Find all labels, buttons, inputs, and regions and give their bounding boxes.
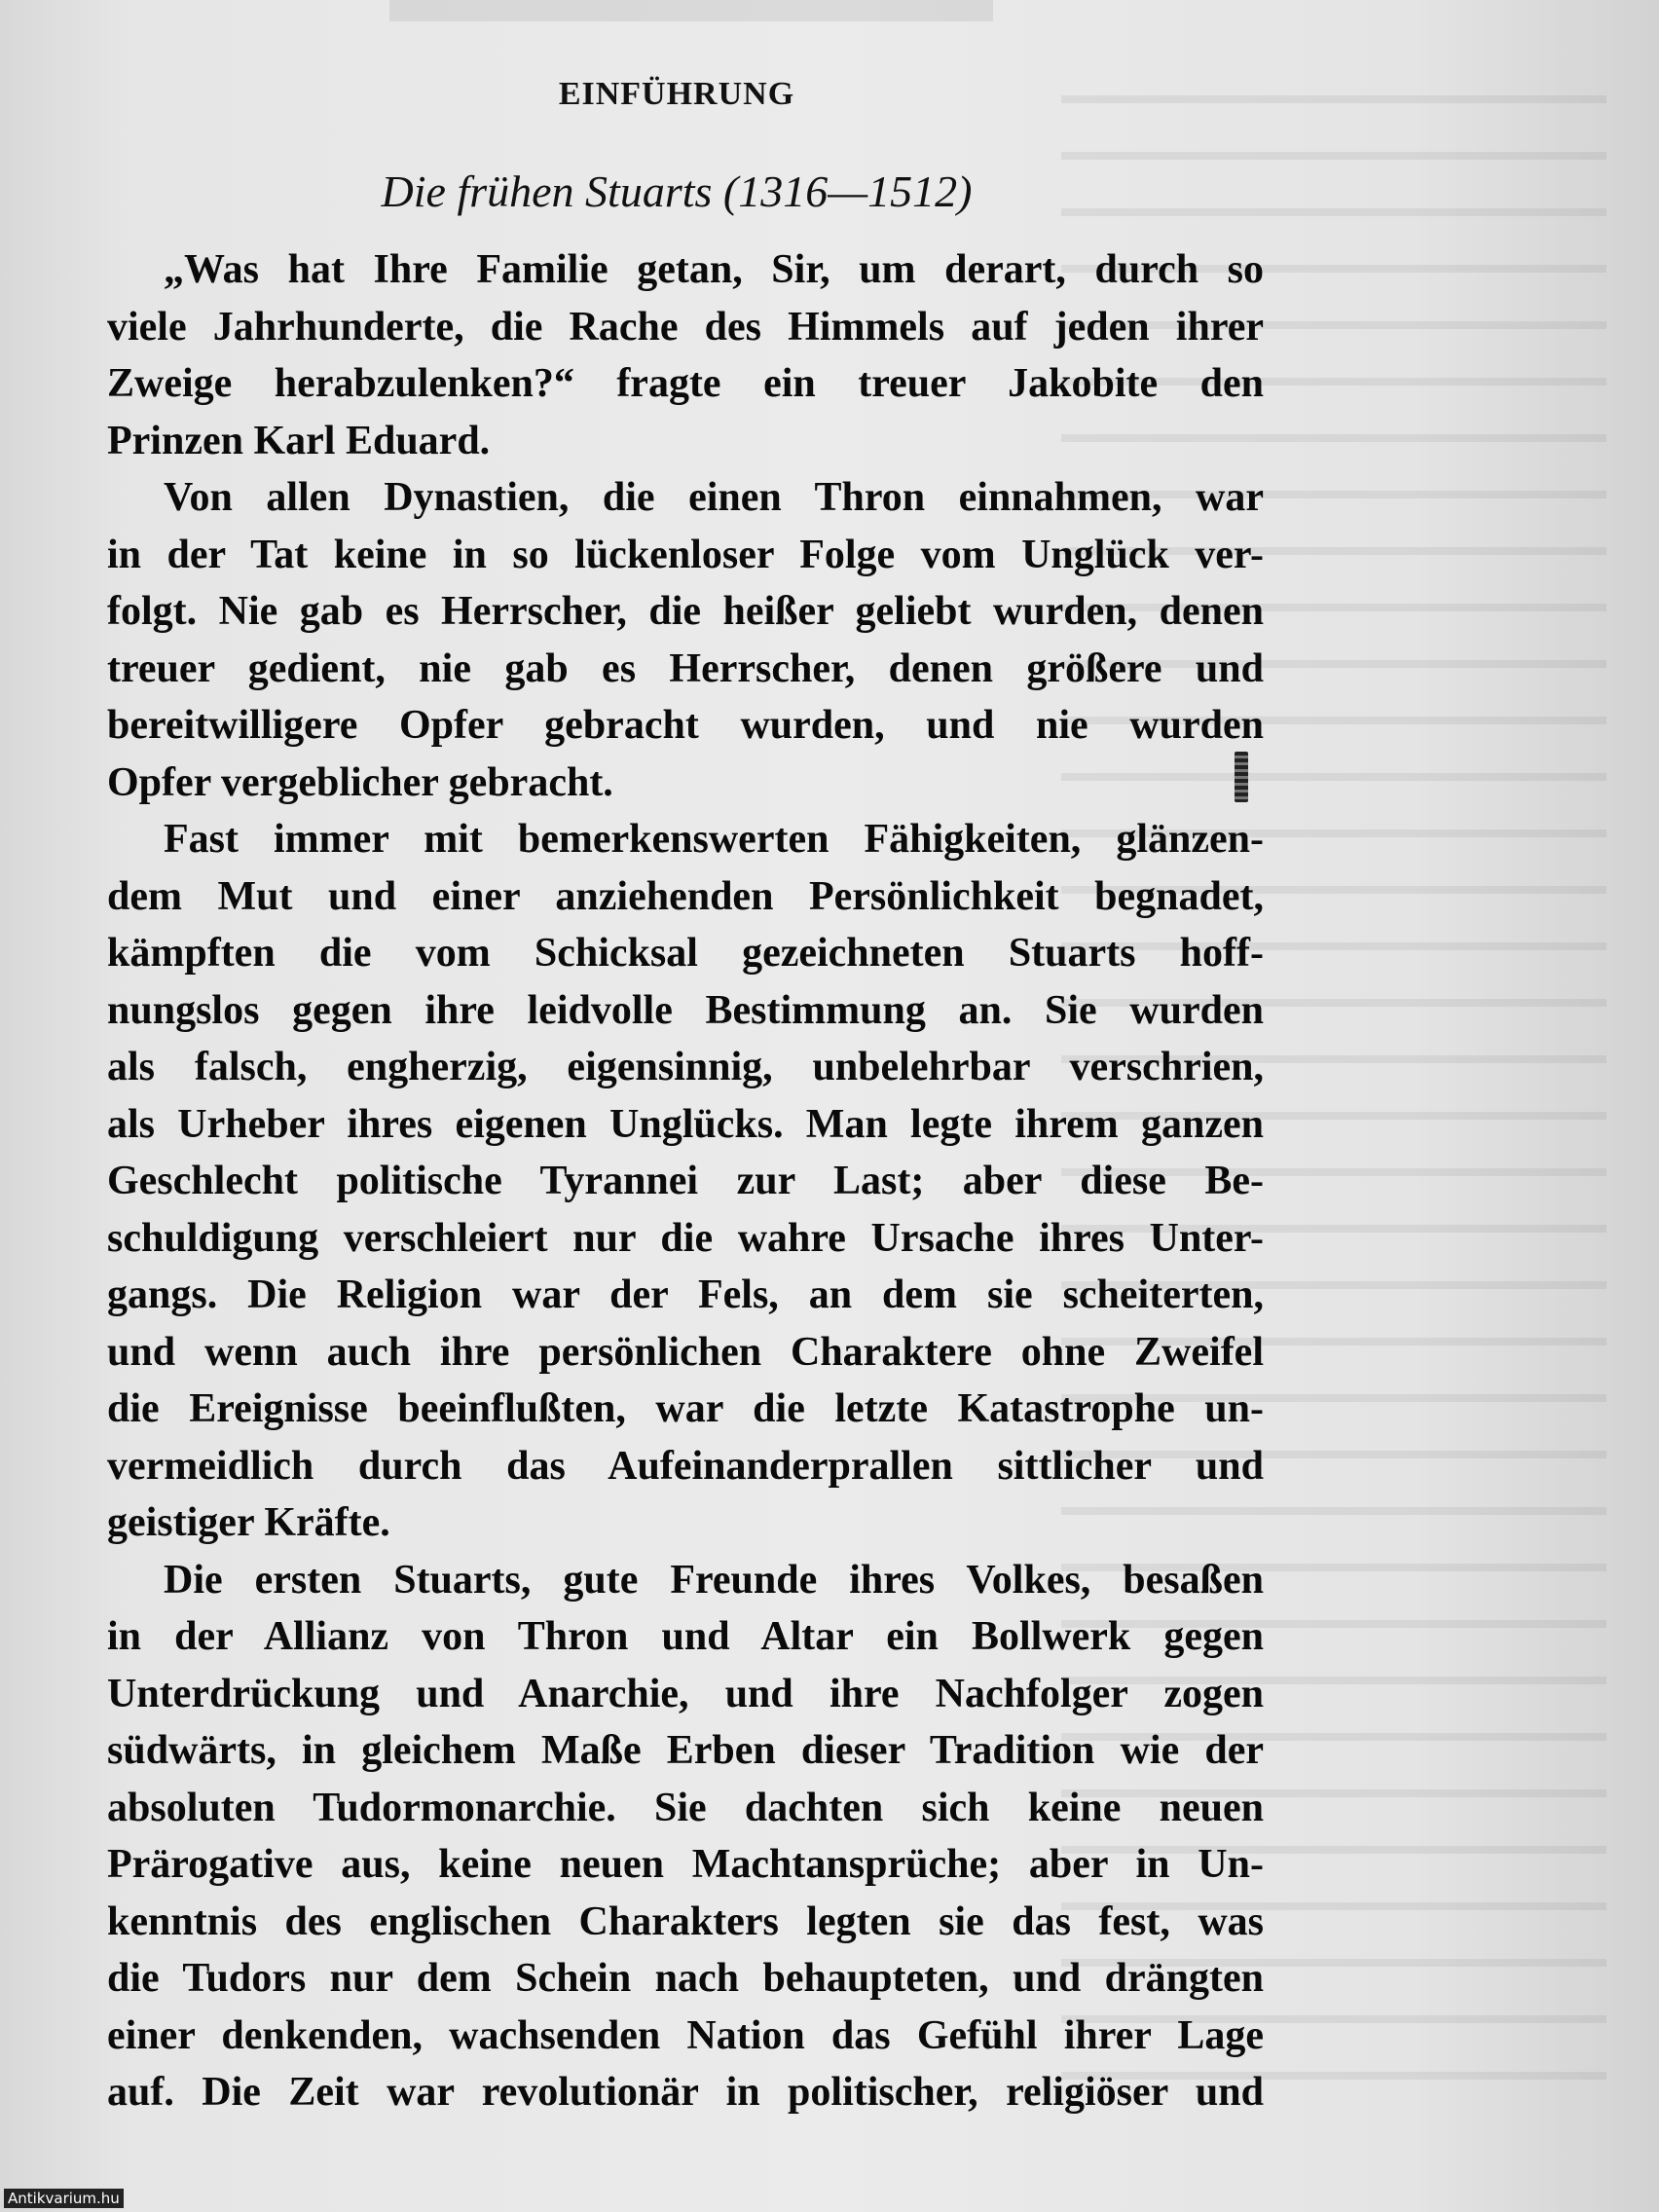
text-line: kämpften die vom Schicksal gezeichneten Stuarts hoff- xyxy=(107,931,1264,976)
paragraph xyxy=(107,811,1264,1552)
section-subtitle: Die frühen Stuarts (1316—1512) xyxy=(381,166,973,216)
text-line: als falsch, engherzig, eigensinnig, unbelehrbar verschrien, xyxy=(107,1045,1264,1089)
text-line: Prinzen Karl Eduard. xyxy=(107,418,491,463)
text-line: Prärogative aus, keine neuen Machtansprüche; aber in Un- xyxy=(107,1842,1264,1887)
text-line: bereitwilligere Opfer gebracht wurden, und nie wurden xyxy=(107,703,1264,748)
text-line: auf. Die Zeit war revolutionär in politischer, religiöser und xyxy=(107,2070,1264,2115)
text-line: viele Jahrhunderte, die Rache des Himmels auf jeden ihrer xyxy=(107,304,1264,350)
watermark: Antikvarium.hu xyxy=(4,2189,124,2208)
text-line: und wenn auch ihre persönlichen Charaktere ohne Zweifel xyxy=(107,1329,1264,1375)
text-line: Geschlecht politische Tyrannei zur Last; aber diese Be- xyxy=(107,1159,1264,1203)
body-text xyxy=(107,241,1264,2121)
text-line: dem Mut und einer anziehenden Persönlichkeit begnadet, xyxy=(107,873,1264,919)
text-line: schuldigung verschleiert nur die wahre Ursache ihres Unter- xyxy=(107,1215,1264,1261)
paragraph xyxy=(107,241,1264,469)
text-line: die Tudors nur dem Schein nach behaupteten, und drängten xyxy=(107,1956,1264,2001)
text-line: treuer gedient, nie gab es Herrscher, denen größere und xyxy=(107,645,1264,691)
text-line: Fast immer mit bemerkenswerten Fähigkeiten, glänzen- xyxy=(164,817,1264,862)
text-line: Opfer vergeblicher gebracht. xyxy=(107,759,613,805)
text-line: vermeidlich durch das Aufeinanderprallen sittlicher und xyxy=(107,1443,1264,1489)
paragraph xyxy=(107,469,1264,811)
text-line: als Urheber ihres eigenen Unglücks. Man legte ihrem ganzen xyxy=(107,1101,1264,1147)
chapter-heading: EINFÜHRUNG xyxy=(558,76,795,112)
text-line: nungslos gegen ihre leidvolle Bestimmung an. Sie wurden xyxy=(107,987,1264,1033)
text-line: gangs. Die Religion war der Fels, an dem sie scheiterten, xyxy=(107,1272,1264,1317)
text-line: geistiger Kräfte. xyxy=(107,1500,390,1545)
text-line: in der Tat keine in so lückenloser Folge vom Unglück ver- xyxy=(107,532,1264,577)
paragraph xyxy=(107,1552,1264,2121)
text-line: „Was hat Ihre Familie getan, Sir, um derart, durch so xyxy=(164,247,1264,292)
text-line: südwärts, in gleichem Maße Erben dieser Tradition wie der xyxy=(107,1728,1264,1773)
text-line: absoluten Tudormonarchie. Sie dachten sich keine neuen xyxy=(107,1785,1264,1830)
text-line: kenntnis des englischen Charakters legten sie das fest, was xyxy=(107,1899,1264,1944)
margin-mark-icon xyxy=(1235,752,1248,802)
text-line: Von allen Dynastien, die einen Thron einnahmen, war xyxy=(164,475,1264,520)
bleed-through-header xyxy=(389,0,993,21)
text-line: einer denkenden, wachsenden Nation das Gefühl ihrer Lage xyxy=(107,2012,1264,2058)
text-line: Unterdrückung und Anarchie, und ihre Nachfolger zogen xyxy=(107,1671,1264,1716)
text-line: folgt. Nie gab es Herrscher, die heißer geliebt wurden, denen xyxy=(107,589,1264,634)
text-line: die Ereignisse beeinflußten, war die letzte Katastrophe un- xyxy=(107,1386,1264,1431)
text-line: Zweige herabzulenken?“ fragte ein treuer Jakobite den xyxy=(107,361,1264,406)
text-line: Die ersten Stuarts, gute Freunde ihres Volkes, besaßen xyxy=(164,1557,1264,1603)
text-line: in der Allianz von Thron und Altar ein Bollwerk gegen xyxy=(107,1614,1264,1659)
